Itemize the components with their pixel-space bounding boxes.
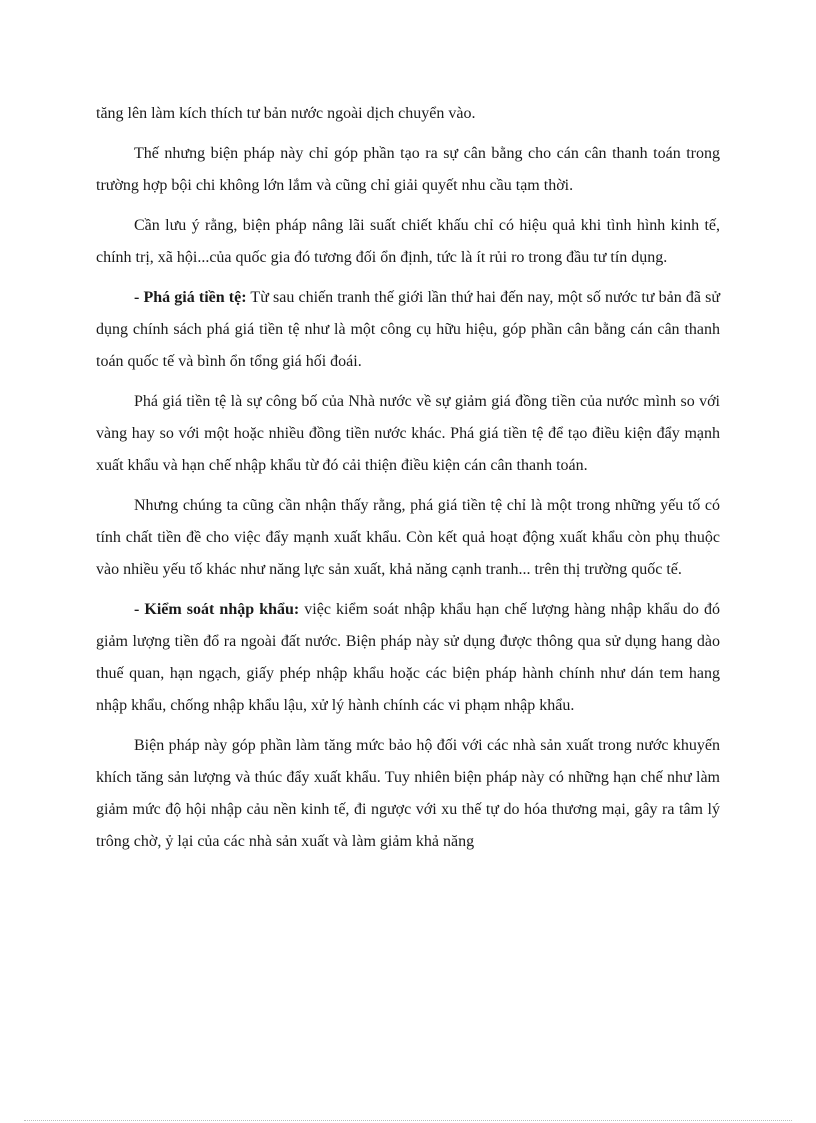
paragraph-balance-limit bbox=[96, 138, 720, 202]
paragraph-import-control bbox=[96, 594, 720, 722]
paragraph-text: Từ sau chiến tranh thế giới lần thứ hai đến nay, một số nước tư bản đã sử dụng chính sách phá giá tiền tệ như là một công cụ hữu hiệu, góp phần cân bằng cán cân thanh toán quốc tế và bình ổn tổng giá hối đoái. bbox=[96, 289, 720, 370]
paragraph-lead-import-control: - Kiểm soát nhập khẩu: bbox=[134, 601, 300, 618]
paragraph-lead-devaluation: - Phá giá tiền tệ: bbox=[134, 289, 247, 306]
paragraph-text: Biện pháp này góp phần làm tăng mức bảo hộ đối với các nhà sản xuất trong nước khuyến khích tăng sản lượng và thúc đẩy xuất khẩu. Tuy nhiên biện pháp này có những hạn chế như làm giảm mức độ hội nhập cảu nền kinh tế, đi ngược với xu thế tự do hóa thương mại, gây ra tâm lý trông chờ, ỷ lại của các nhà sản xuất và làm giảm khả năng bbox=[96, 737, 720, 850]
paragraph-continuation bbox=[96, 98, 720, 130]
paragraph-text: Cần lưu ý rằng, biện pháp nâng lãi suất chiết khấu chỉ có hiệu quả khi tình hình kinh tế, chính trị, xã hội...của quốc gia đó tương đối ổn định, tức là ít rủi ro trong đầu tư tín dụng. bbox=[96, 217, 720, 266]
paragraph-text: Thế nhưng biện pháp này chỉ góp phần tạo ra sự cân bằng cho cán cân thanh toán trong trường hợp bội chi không lớn lắm và cũng chỉ giải quyết nhu cầu tạm thời. bbox=[96, 145, 720, 194]
paragraph-text: tăng lên làm kích thích tư bản nước ngoài dịch chuyển vào. bbox=[96, 105, 476, 122]
paragraph-devaluation bbox=[96, 282, 720, 378]
paragraph-devaluation-definition bbox=[96, 386, 720, 482]
paragraph-text: Nhưng chúng ta cũng cần nhận thấy rằng, phá giá tiền tệ chỉ là một trong những yếu tố có tính chất tiền đề cho việc đẩy mạnh xuất khẩu. Còn kết quả hoạt động xuất khẩu còn phụ thuộc vào nhiều yếu tố khác như năng lực sản xuất, khả năng cạnh tranh... trên thị trường quốc tế. bbox=[96, 497, 720, 578]
paragraph-text: Phá giá tiền tệ là sự công bố của Nhà nước về sự giảm giá đồng tiền của nước mình so với vàng hay so với một hoặc nhiều đồng tiền nước khác. Phá giá tiền tệ để tạo điều kiện đẩy mạnh xuất khẩu và hạn chế nhập khẩu từ đó cải thiện điều kiện cán cân thanh toán. bbox=[96, 393, 720, 474]
page-bottom-divider bbox=[24, 1120, 792, 1121]
paragraph-text: việc kiểm soát nhập khẩu hạn chế lượng hàng nhập khẩu do đó giảm lượng tiền đổ ra ngoài đất nước. Biện pháp này sử dụng được thông qua sử dụng hang dào thuế quan, hạn ngạch, giấy phép nhập khẩu hoặc các biện pháp hành chính như dán tem hang nhập khẩu, chống nhập khẩu lậu, xử lý hành chính các vi phạm nhập khẩu. bbox=[96, 601, 721, 714]
paragraph-discount-rate-note bbox=[96, 210, 720, 274]
paragraph-devaluation-caveat bbox=[96, 490, 720, 586]
paragraph-import-control-effects bbox=[96, 730, 720, 858]
document-body bbox=[96, 98, 720, 866]
